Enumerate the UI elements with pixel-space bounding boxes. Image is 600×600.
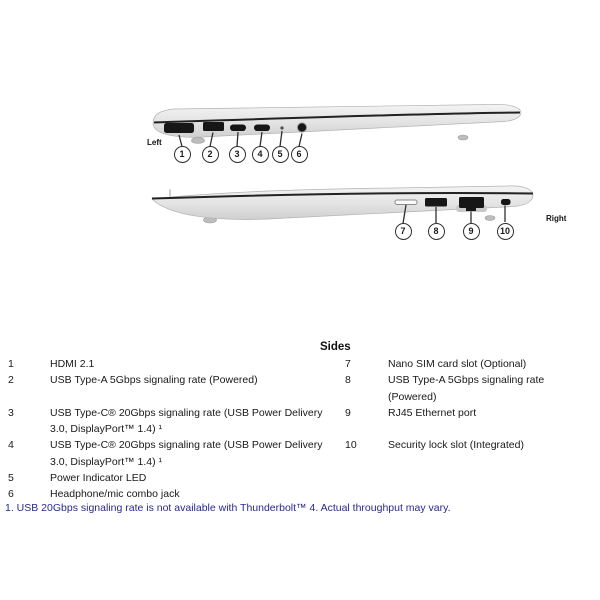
row-number [345,486,388,502]
row-number: 3 [8,406,14,419]
row-description: Security lock slot (Integrated) [388,439,524,452]
right-side-label: Right [546,214,567,223]
callout-3: 3 [229,146,246,163]
row-description: RJ45 Ethernet port [388,406,477,419]
laptop-foot [485,216,495,221]
laptop-right-side-illustration [145,180,545,250]
row-number: 10 [345,439,357,452]
row-number: 5 [8,472,14,485]
usb-a-port-icon [203,122,224,131]
left-side-label: Left [147,138,162,147]
callout-1: 1 [174,146,191,163]
callout-10: 10 [497,223,514,240]
row-number: 9 [345,406,351,419]
callout-5: 5 [272,146,289,163]
row-number: 2 [8,374,14,387]
callout-2: 2 [202,146,219,163]
callout-4: 4 [252,146,269,163]
usb-c-port-icon [230,125,246,132]
laptop-foot [192,138,205,144]
row-description: USB Type-A 5Gbps signaling rate (Powered) [50,374,258,387]
footnote: 1. USB 20Gbps signaling rate is not available with Thunderbolt™ 4. Actual throughput may vary. [5,502,451,514]
row-description: USB Type-C® 20Gbps signaling rate (USB Power Delivery 3.0, DisplayPort™ 1.4) ¹ [50,439,323,468]
row-description: Nano SIM card slot (Optional) [388,358,527,370]
usb-a-port-icon [425,198,447,207]
row-description [388,470,596,486]
callout-6: 6 [291,146,308,163]
callout-7: 7 [395,223,412,240]
security-lock-slot-icon [501,199,511,205]
row-number: 1 [8,358,14,370]
rj45-port-tab [466,208,476,212]
rj45-ethernet-port-icon [459,197,484,208]
row-description: USB Type-A 5Gbps signaling rate (Powered) [388,374,545,403]
row-number: 8 [345,374,351,387]
nano-sim-slot-icon [395,200,417,205]
callout-9: 9 [463,223,480,240]
row-description: Headphone/mic combo jack [50,488,180,501]
hdmi-port-icon [164,123,194,133]
laptop-foot [458,135,468,140]
headphone-jack-icon [297,123,306,132]
row-number: 4 [8,439,14,452]
power-led-icon [280,126,283,129]
row-number: 7 [345,358,351,370]
row-description: HDMI 2.1 [50,358,95,370]
row-number [345,470,388,486]
row-description [388,486,596,502]
callout-8: 8 [428,223,445,240]
row-description: USB Type-C® 20Gbps signaling rate (USB Power Delivery 3.0, DisplayPort™ 1.4) ¹ [50,406,323,436]
row-description: Power Indicator LED [50,472,147,485]
row-number: 6 [8,488,14,501]
sides-table-title: Sides [320,341,351,353]
ports-legend-table [8,356,596,503]
laptop-left-side-illustration [140,95,540,170]
usb-c-port-icon [254,125,270,132]
